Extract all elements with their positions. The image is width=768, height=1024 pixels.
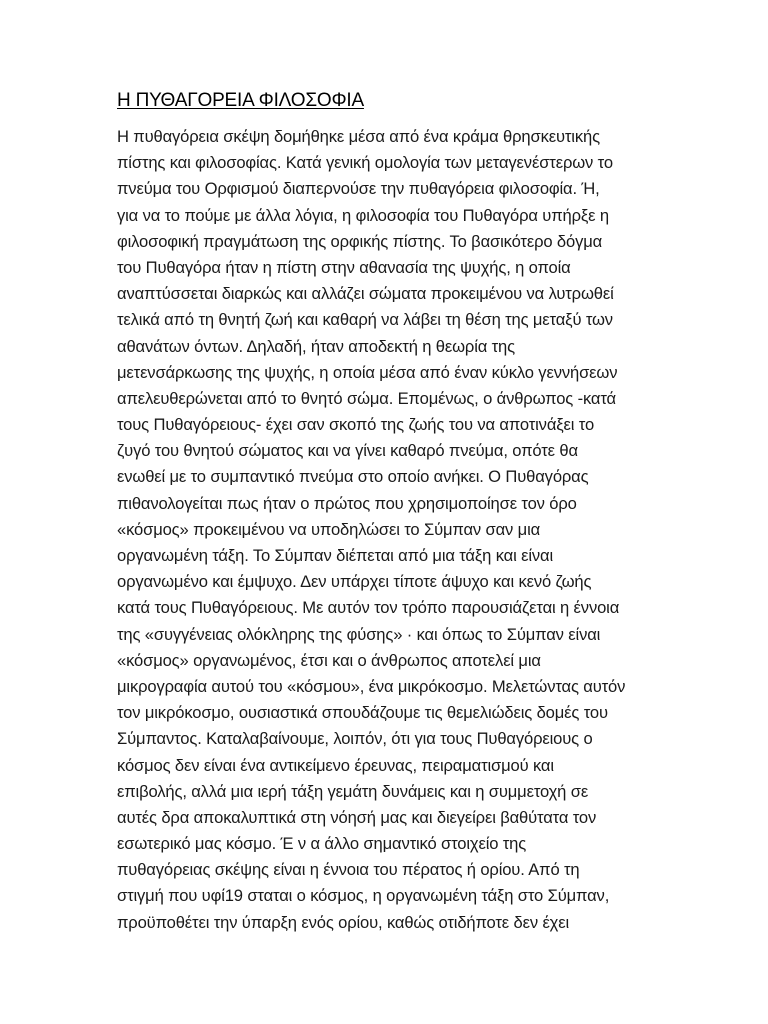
text-line: μετενσάρκωσης της ψυχής, η οποία μέσα από έναν κύκλο γεννήσεων	[117, 362, 618, 382]
text-line: της «συγγένειας ολόκληρης της φύσης» · και όπως το Σύμπαν είναι	[117, 624, 601, 644]
text-line: φιλοσοφική πραγμάτωση της ορφικής πίστης. Το βασικότερο δόγμα	[117, 231, 603, 251]
text-line: πίστης και φιλοσοφίας. Κατά γενική ομολογία των μεταγενέστερων το	[117, 153, 613, 173]
document-body	[117, 124, 657, 936]
text-line: Η πυθαγόρεια σκέψη δομήθηκε μέσα από ένα κράμα θρησκευτικής	[117, 127, 600, 146]
text-line: αναπτύσσεται διαρκώς και αλλάζει σώματα προκειμένου να λυτρωθεί	[117, 284, 614, 304]
text-line: επιβολής, αλλά μια ιερή τάξη γεμάτη δυνάμεις και η συμμετοχή σε	[117, 781, 589, 801]
text-line: του Πυθαγόρα ήταν η πίστη στην αθανασία της ψυχής, η οποία	[117, 257, 571, 277]
text-line: αθανάτων όντων. Δηλαδή, ήταν αποδεκτή η θεωρία της	[117, 336, 515, 356]
text-line: για να το πούμε με άλλα λόγια, η φιλοσοφία του Πυθαγόρα υπήρξε η	[117, 205, 609, 225]
text-line: εσωτερικό μας κόσμο. Έ ν α άλλο σημαντικό στοιχείο της	[117, 834, 527, 854]
text-line: τελικά από τη θνητή ζωή και καθαρή να λάβει τη θέση της μεταξύ των	[117, 310, 613, 330]
document-title: Η ΠΥΘΑΓΟΡΕΙΑ ΦΙΛΟΣΟΦΙΑ	[117, 90, 364, 111]
text-line: Σύμπαντος. Καταλαβαίνουμε, λοιπόν, ότι για τους Πυθαγόρειους ο	[117, 729, 593, 749]
text-line: μικρογραφία αυτού του «κόσμου», ένα μικρόκοσμο. Μελετώντας αυτόν	[117, 676, 626, 696]
text-line: τους Πυθαγόρειους- έχει σαν σκοπό της ζωής του να αποτινάξει το	[117, 415, 595, 435]
text-line: «κόσμος» οργανωμένος, έτσι και ο άνθρωπος αποτελεί μια	[117, 650, 541, 670]
text-line: στιγμή που υφί19 σταται ο κόσμος, η οργανωμένη τάξη στο Σύμπαν,	[117, 886, 610, 906]
text-line: ζυγό του θνητού σώματος και να γίνει καθαρό πνεύμα, οπότε θα	[117, 441, 578, 461]
text-line: «κόσμος» προκειμένου να υποδηλώσει το Σύμπαν σαν μια	[117, 519, 541, 539]
text-line: τον μικρόκοσμο, ουσιαστικά σπουδάζουμε τις θεμελιώδεις δομές του	[117, 703, 608, 723]
text-line: αυτές δρα αποκαλυπτικά στη νόησή μας και διεγείρει βαθύτατα τον	[117, 807, 597, 827]
text-line: ενωθεί με το συμπαντικό πνεύμα στο οποίο ανήκει. Ο Πυθαγόρας	[117, 467, 589, 487]
text-line: οργανωμένο και έμψυχο. Δεν υπάρχει τίποτε άψυχο και κενό ζωής	[117, 572, 592, 592]
text-line: πνεύμα του Ορφισμού διαπερνούσε την πυθαγόρεια φιλοσοφία. Ή,	[117, 179, 600, 199]
text-line: προϋποθέτει την ύπαρξη ενός ορίου, καθώς οτιδήποτε δεν έχει	[117, 912, 570, 932]
text-line: απελευθερώνεται από το θνητό σώμα. Επομένως, ο άνθρωπος -κατά	[117, 388, 616, 408]
text-line: πυθαγόρειας σκέψης είναι η έννοια του πέρατος ή ορίου. Από τη	[117, 860, 580, 880]
text-line: κατά τους Πυθαγόρειους. Με αυτόν τον τρόπο παρουσιάζεται η έννοια	[117, 598, 620, 618]
text-line: οργανωμένη τάξη. Το Σύμπαν διέπεται από μια τάξη και είναι	[117, 546, 553, 565]
text-line: πιθανολογείται πως ήταν ο πρώτος που χρησιμοποίησε τον όρο	[117, 493, 577, 513]
text-line: κόσμος δεν είναι ένα αντικείμενο έρευνας, πειραματισμού και	[117, 755, 554, 775]
